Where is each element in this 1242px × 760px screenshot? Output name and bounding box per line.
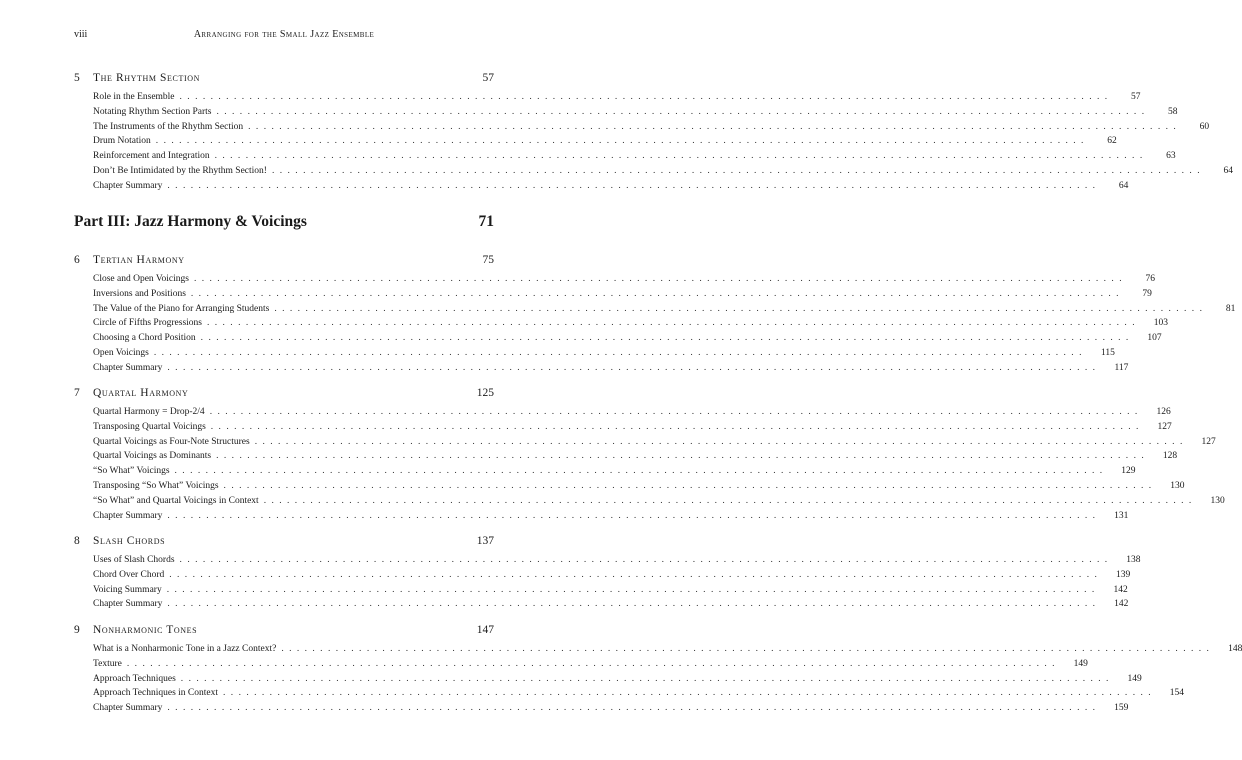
toc-entry	[93, 346, 1115, 360]
dot-leader: ........................................................................................................................	[167, 599, 1101, 610]
chapter-number: 6	[74, 254, 80, 266]
dot-leader: ........................................................................................................................	[179, 555, 1113, 565]
entry-title: Chord Over Chord	[93, 569, 165, 580]
entry-title: The Instruments of the Rhythm Section	[93, 121, 244, 132]
toc-entry	[93, 494, 1225, 508]
toc-entry	[93, 686, 1185, 700]
entry-page-number: 142	[1113, 584, 1128, 595]
entry-title: Choosing a Chord Position	[93, 333, 196, 344]
chapter-heading	[74, 252, 494, 268]
toc-entry	[93, 435, 1216, 449]
entry-title: The Value of the Piano for Arranging Students	[93, 303, 270, 314]
dot-leader: ........................................................................................................................	[206, 318, 1140, 329]
toc-entry	[93, 657, 1088, 671]
dot-leader: ........................................................................................................................	[223, 481, 1157, 491]
dot-leader: ........................................................................................................................	[167, 510, 1101, 521]
dot-leader: ........................................................................................................................	[214, 151, 1148, 162]
part-heading	[74, 211, 494, 233]
entry-page-number: 138	[1126, 555, 1141, 565]
entry-page-number: 127	[1157, 421, 1172, 432]
entry-title: Circle of Fifths Progressions	[93, 318, 202, 329]
toc-entry	[93, 164, 1233, 178]
entry-page-number: 126	[1156, 407, 1171, 417]
entry-title: Voicing Summary	[93, 584, 162, 595]
entry-page-number: 130	[1170, 481, 1185, 491]
entry-title: Approach Techniques in Context	[93, 688, 219, 699]
chapter-title: The Rhythm Section	[93, 72, 200, 84]
entry-title: “So What” and Quartal Voicings in Context	[93, 495, 259, 506]
chapter-title: Tertian Harmony	[93, 254, 185, 266]
dot-leader: ........................................................................................................................	[126, 658, 1060, 669]
entry-page-number: 79	[1142, 288, 1152, 299]
entry-page-number: 142	[1114, 599, 1129, 610]
chapter-page-number: 57	[482, 72, 494, 84]
toc-entry	[93, 509, 1129, 523]
toc-entry	[93, 302, 1236, 316]
part-title: Part III: Jazz Harmony & Voicings	[74, 213, 307, 230]
chapter-title: Slash Chords	[93, 535, 166, 547]
entry-page-number: 131	[1114, 510, 1129, 521]
dot-leader: ........................................................................................................................	[179, 92, 1113, 102]
chapter-number: 5	[74, 72, 80, 84]
entry-page-number: 115	[1100, 348, 1115, 358]
dot-leader: ........................................................................................................................	[254, 436, 1188, 447]
chapter-title: Quartal Harmony	[93, 387, 189, 399]
dot-leader: ........................................................................................................................	[216, 451, 1150, 462]
toc-entry	[93, 568, 1131, 582]
dot-leader: ........................................................................................................................	[167, 180, 1101, 191]
dot-leader: ........................................................................................................................	[281, 644, 1215, 654]
dot-leader: ........................................................................................................................	[193, 274, 1127, 284]
dot-leader: ........................................................................................................................	[166, 584, 1100, 595]
entry-page-number: 149	[1127, 673, 1142, 684]
toc-entry	[93, 179, 1129, 193]
entry-title: Reinforcement and Integration	[93, 151, 210, 162]
entry-page-number: 159	[1114, 703, 1129, 714]
chapter-heading	[74, 622, 494, 638]
table-of-contents	[74, 0, 1242, 760]
entry-page-number: 58	[1167, 106, 1178, 117]
chapter-heading	[74, 70, 494, 86]
dot-leader: ........................................................................................................................	[216, 106, 1150, 117]
toc-entry	[93, 553, 1141, 567]
entry-title: Drum Notation	[93, 136, 151, 147]
entry-title: Approach Techniques	[93, 673, 176, 684]
entry-title: Quartal Voicings as Four-Note Structures	[93, 436, 250, 447]
entry-title: Notating Rhythm Section Parts	[93, 106, 212, 117]
chapter-heading	[74, 385, 494, 401]
entry-page-number: 103	[1153, 318, 1168, 329]
entry-page-number: 139	[1116, 569, 1131, 580]
entry-title: Role in the Ensemble	[93, 92, 175, 102]
entry-title: Inversions and Positions	[93, 288, 186, 299]
chapter-page-number: 137	[476, 535, 494, 547]
dot-leader: ........................................................................................................................	[223, 688, 1157, 699]
chapter-number: 7	[74, 387, 80, 399]
toc-entry	[93, 134, 1117, 148]
dot-leader: ........................................................................................................................	[271, 166, 1205, 176]
entry-page-number: 57	[1131, 92, 1141, 102]
entry-page-number: 107	[1147, 333, 1162, 344]
dot-leader: ........................................................................................................................	[174, 466, 1108, 477]
dot-leader: ........................................................................................................................	[248, 121, 1182, 132]
dot-leader: ........................................................................................................................	[263, 495, 1197, 506]
entry-page-number: 128	[1162, 451, 1178, 462]
entry-page-number: 130	[1210, 495, 1225, 506]
entry-title: Transposing “So What” Voicings	[93, 481, 219, 491]
toc-entry	[93, 361, 1129, 375]
toc-entry	[93, 642, 1242, 656]
dot-leader: ........................................................................................................................	[153, 348, 1087, 358]
chapter-page-number: 125	[476, 387, 494, 399]
toc-entry	[93, 90, 1141, 104]
entry-title: Chapter Summary	[93, 362, 163, 373]
chapter-heading	[74, 533, 494, 549]
entry-title: Quartal Voicings as Dominants	[93, 451, 212, 462]
toc-entry	[93, 120, 1210, 134]
entry-page-number: 129	[1121, 466, 1136, 477]
dot-leader: ........................................................................................................................	[209, 407, 1143, 417]
entry-page-number: 148	[1228, 644, 1242, 654]
toc-entry	[93, 331, 1162, 345]
toc-entry	[93, 149, 1176, 163]
dot-leader: ........................................................................................................................	[169, 569, 1103, 580]
entry-page-number: 76	[1145, 274, 1155, 284]
toc-entry	[93, 105, 1178, 119]
chapter-number: 9	[74, 624, 80, 636]
entry-title: Chapter Summary	[93, 180, 163, 191]
entry-title: Transposing Quartal Voicings	[93, 421, 206, 432]
part-page-number: 71	[478, 213, 494, 230]
dot-leader: ........................................................................................................................	[167, 362, 1101, 373]
chapter-page-number: 147	[476, 624, 494, 636]
entry-title: Texture	[93, 658, 122, 669]
chapter-title: Nonharmonic Tones	[93, 624, 198, 636]
entry-page-number: 64	[1223, 166, 1233, 176]
toc-entry	[93, 583, 1128, 597]
entry-title: Chapter Summary	[93, 599, 163, 610]
toc-entry	[93, 672, 1142, 686]
toc-entry	[93, 464, 1136, 478]
dot-leader: ........................................................................................................................	[200, 333, 1134, 344]
toc-entry	[93, 287, 1152, 301]
entry-title: “So What” Voicings	[93, 466, 170, 477]
entry-title: Open Voicings	[93, 348, 149, 358]
toc-entry	[93, 479, 1185, 493]
entry-page-number: 127	[1201, 436, 1216, 447]
dot-leader: ........................................................................................................................	[210, 421, 1144, 432]
chapter-page-number: 75	[482, 254, 494, 266]
entry-title: What is a Nonharmonic Tone in a Jazz Context?	[93, 644, 277, 654]
toc-entry	[93, 597, 1129, 611]
entry-title: Close and Open Voicings	[93, 274, 189, 284]
entry-title: Don’t Be Intimidated by the Rhythm Section!	[93, 166, 267, 176]
dot-leader: ........................................................................................................................	[190, 288, 1124, 299]
entry-page-number: 60	[1199, 121, 1210, 132]
toc-entry	[93, 272, 1155, 286]
toc-entry	[93, 420, 1172, 434]
dot-leader: ........................................................................................................................	[167, 703, 1101, 714]
entry-page-number: 154	[1169, 688, 1185, 699]
toc-entry	[93, 701, 1129, 715]
entry-page-number: 64	[1118, 180, 1129, 191]
entry-title: Chapter Summary	[93, 510, 163, 521]
dot-leader: ........................................................................................................................	[180, 673, 1114, 684]
entry-page-number: 149	[1073, 658, 1088, 669]
entry-page-number: 63	[1166, 151, 1176, 162]
dot-leader: ........................................................................................................................	[155, 136, 1089, 147]
entry-page-number: 81	[1225, 303, 1236, 314]
entry-title: Quartal Harmony = Drop-2/4	[93, 407, 205, 417]
entry-title: Uses of Slash Chords	[93, 555, 175, 565]
chapter-number: 8	[74, 535, 80, 547]
entry-page-number: 117	[1114, 362, 1129, 373]
toc-entry	[93, 316, 1168, 330]
toc-entry	[93, 449, 1178, 463]
entry-page-number: 62	[1107, 136, 1117, 147]
running-head-page-number: viii	[74, 29, 88, 40]
dot-leader: ........................................................................................................................	[274, 303, 1208, 314]
entry-title: Chapter Summary	[93, 703, 163, 714]
toc-entry	[93, 405, 1171, 419]
running-head-title: Arranging for the Small Jazz Ensemble	[193, 29, 375, 40]
